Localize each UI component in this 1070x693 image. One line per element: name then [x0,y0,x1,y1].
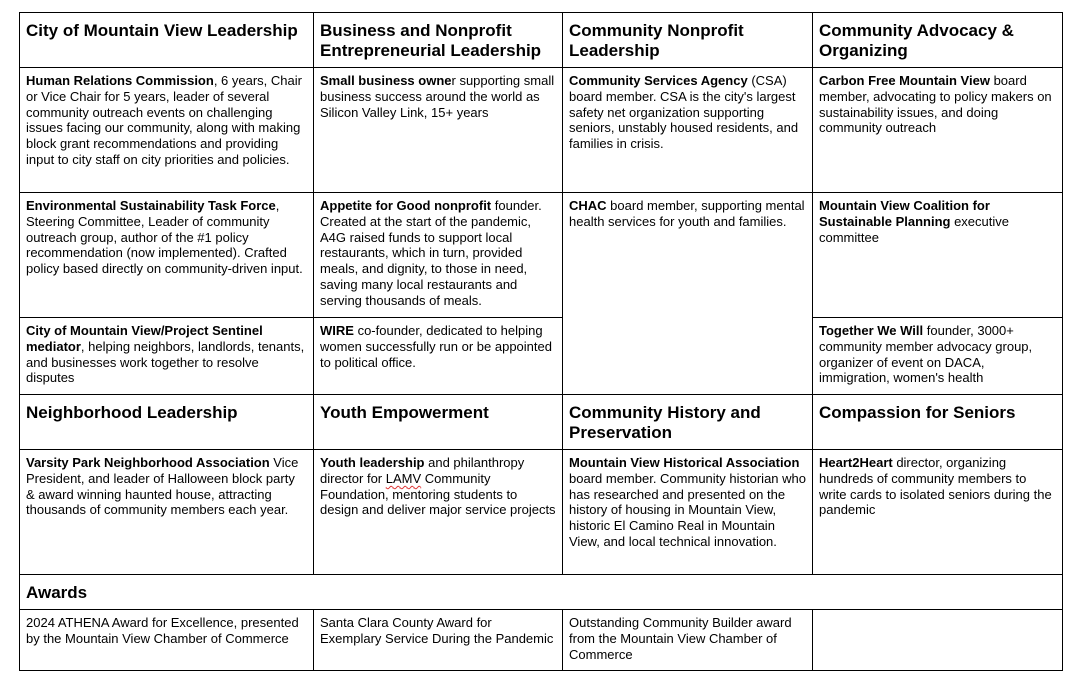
entry-title: Community Services Agency [569,73,748,88]
entry-text: , helping neighbors, landlords, tenants, and businesses work together to resolve disputes [26,338,305,386]
table-cell [20,318,314,395]
table-row [20,318,1063,395]
entry-title: Small business owne [320,73,452,88]
table-cell [314,193,563,318]
entry-text: Community Foundation, mentoring students to design and deliver major service projects [320,470,556,518]
entry-text: co-founder, dedicated to helping women successfully run or be appointed to political office. [320,323,552,370]
entry-title: CHAC [569,198,607,213]
table-cell [563,68,813,193]
entry-text: r supporting small business success around the world as Silicon Valley Link, 15+ years [320,73,555,120]
header-history: Community History and Preservation [563,395,813,450]
header-city-leadership: City of Mountain View Leadership [20,13,314,68]
award-cell: Santa Clara County Award for Exemplary Service During the Pandemic [314,610,563,671]
table-cell [314,450,563,575]
header-neighborhood: Neighborhood Leadership [20,395,314,450]
header-nonprofit-leadership: Community Nonprofit Leadership [563,13,813,68]
header-advocacy: Community Advocacy & Organizing [813,13,1063,68]
entry-title: Together We Will [819,323,924,338]
entry-text: board member. Community historian who has researched and presented on the history of housing in Mountain View, historic El Camino Real in Mountain View, and local technical innovation. [569,470,806,549]
table-cell [813,318,1063,395]
entry-text: board member, supporting mental health services for youth and families. [569,198,805,229]
entry-title: Heart2Heart [819,455,893,470]
entry-title: Human Relations Commission [26,73,214,88]
spellcheck-word: LAMV [385,470,422,486]
table-header-row [20,575,1063,610]
award-cell: Outstanding Community Builder award from the Mountain View Chamber of Commerce [563,610,813,671]
entry-text: founder, 3000+ community member advocacy group, organizer of event on DACA, immigration, women's health [819,323,1033,386]
table-row [20,68,1063,193]
table-cell [20,68,314,193]
entry-title: Youth leadership [320,455,425,470]
table-row [20,193,1063,318]
table-row [20,450,1063,575]
table-cell [813,193,1063,318]
table-cell [20,193,314,318]
leadership-table [19,12,1063,671]
table-header-row [20,13,1063,68]
header-seniors: Compassion for Seniors [813,395,1063,450]
table-header-row [20,395,1063,450]
table-cell [813,450,1063,575]
table-cell [563,450,813,575]
entry-text: Vice President, and leader of Halloween block party & award winning haunted house, attracting thousands of community members each year. [26,455,299,518]
entry-title: Varsity Park Neighborhood Association [26,455,270,470]
entry-text: , 6 years, Chair or Vice Chair for 5 years, leader of several community outreach events on challenging issues facing our community, along with making block grant recommendations and providing input to city staff on city priorities and policies. [26,73,302,167]
table-cell [20,450,314,575]
header-awards: Awards [20,575,1063,610]
entry-text: executive committee [819,213,1010,245]
entry-title: Environmental Sustainability Task Force [26,198,276,213]
table-cell [563,193,813,395]
entry-text: board member, advocating to policy makers on sustainability issues, and doing community outreach [819,73,1052,136]
table-cell [813,68,1063,193]
entry-text: (CSA) board member. CSA is the city's largest safety net organization supporting seniors, unstably housed residents, and families in crisis. [569,73,799,152]
entry-title: Carbon Free Mountain View [819,73,990,88]
table-row [20,610,1063,671]
entry-title: City of Mountain View/Project Sentinel mediator [26,323,263,354]
entry-text: director, organizing hundreds of community members to write cards to isolated seniors during the pandemic [819,455,1052,518]
header-youth: Youth Empowerment [314,395,563,450]
award-cell [813,610,1063,671]
entry-text: founder. Created at the start of the pandemic, A4G raised funds to support local restaurants, which in turn, provided meals, and dignity, to those in need, saving many local restaurants and serving thousands of meals. [320,198,542,308]
header-business-leadership: Business and Nonprofit Entrepreneurial Leadership [314,13,563,68]
entry-text: and philanthropy director for [320,455,525,486]
entry-title: WIRE [320,323,354,338]
table-cell [314,318,563,395]
award-cell: 2024 ATHENA Award for Excellence, presented by the Mountain View Chamber of Commerce [20,610,314,671]
entry-title: Mountain View Historical Association [569,455,800,470]
entry-title: Appetite for Good nonprofit [320,198,492,213]
entry-title: Mountain View Coalition for Sustainable Planning [819,198,990,229]
entry-text: , Steering Committee, Leader of community outreach group, author of the #1 policy recommendation (now implemented). Crafted policy based directly on community-driven input. [26,198,303,277]
table-cell [314,68,563,193]
